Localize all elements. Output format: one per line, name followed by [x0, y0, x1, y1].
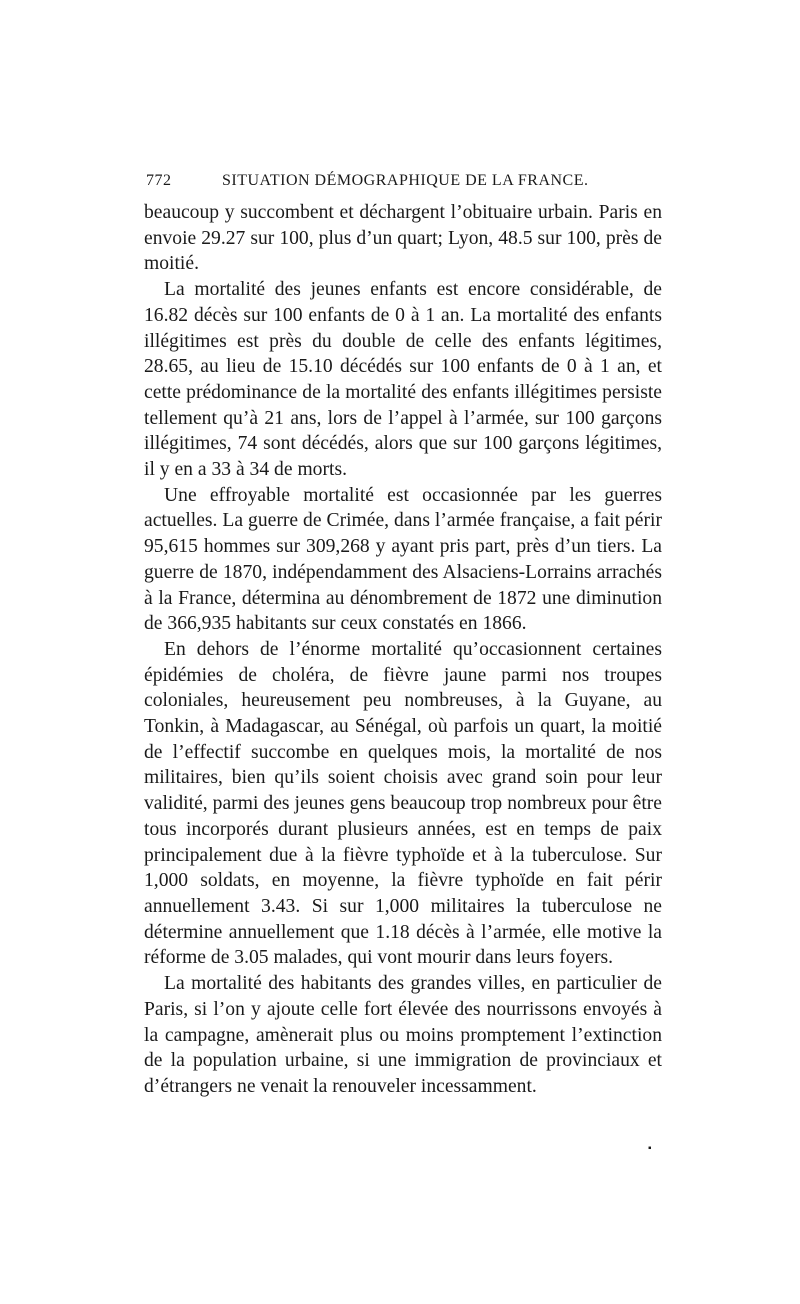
paragraph-continued: beaucoup y succombent et déchargent l’obituaire urbain. Paris en envoie 29.27 sur 100, plus d’un quart; Lyon, 48.5 sur 100, près de moitié. — [144, 202, 662, 275]
paragraph: Une effroyable mortalité est occasionnée par les guerres actuelles. La guerre de Crimée, dans l’armée française, a fait périr 95,615 hommes sur 309,268 y ayant pris part, près d’un tiers. La guerre de 1870, indépendamment des Alsaciens-Lorrains arrachés à la France, détermina au dénombrement de 1872 une diminution de 366,935 habitants sur ceux constatés en 1866. — [144, 484, 662, 635]
paragraph: La mortalité des habitants des grandes villes, en particulier de Paris, si l’on y ajoute celle fort élevée des nourrissons envoyés à la campagne, amènerait plus ou moins promptement l’extinction de la population urbaine, si une immigration de provinciaux et d’étrangers ne venait la renouveler incessamment. — [144, 973, 662, 1097]
paragraph: En dehors de l’énorme mortalité qu’occasionnent certaines épidémies de choléra, de fièvre jaune parmi nos troupes coloniales, heureusement peu nombreuses, à la Guyane, au Tonkin, à Madagascar, au Sénégal, où parfois un quart, la moitié de l’effectif succombe en quelques mois, la mortalité de nos militaires, bien qu’ils soient choisis avec grand soin pour leur validité, parmi des jeunes gens beaucoup trop nombreux pour être tous incorporés durant plusieurs années, est en temps de paix principalement due à la fièvre typhoïde et à la tuberculose. Sur 1,000 soldats, en moyenne, la fièvre typhoïde en fait périr annuellement 3.43. Si sur 1,000 militaires la tuberculose ne détermine annuellement que 1.18 décès à l’armée, elle motive la réforme de 3.05 malades, qui vont mourir dans leurs foyers. — [144, 638, 662, 969]
page-number: 772 — [146, 172, 172, 189]
ink-mark: ▪ — [648, 1143, 652, 1154]
page-header — [146, 172, 660, 190]
body-text — [144, 200, 662, 1100]
running-title: SITUATION DÉMOGRAPHIQUE DE LA FRANCE. — [222, 172, 589, 189]
paragraph: La mortalité des jeunes enfants est encore considérable, de 16.82 décès sur 100 enfants de 0 à 1 an. La mortalité des enfants illégitimes est près du double de celle des enfants légitimes, 28.65, au lieu de 15.10 décédés sur 100 enfants de 0 à 1 an, et cette prédominance de la mortalité des enfants illégitimes persiste tellement qu’à 21 ans, lors de l’appel à l’armée, sur 100 garçons illégitimes, 74 sont décédés, alors que sur 100 garçons légitimes, il y en a 33 à 34 de morts. — [144, 279, 662, 481]
